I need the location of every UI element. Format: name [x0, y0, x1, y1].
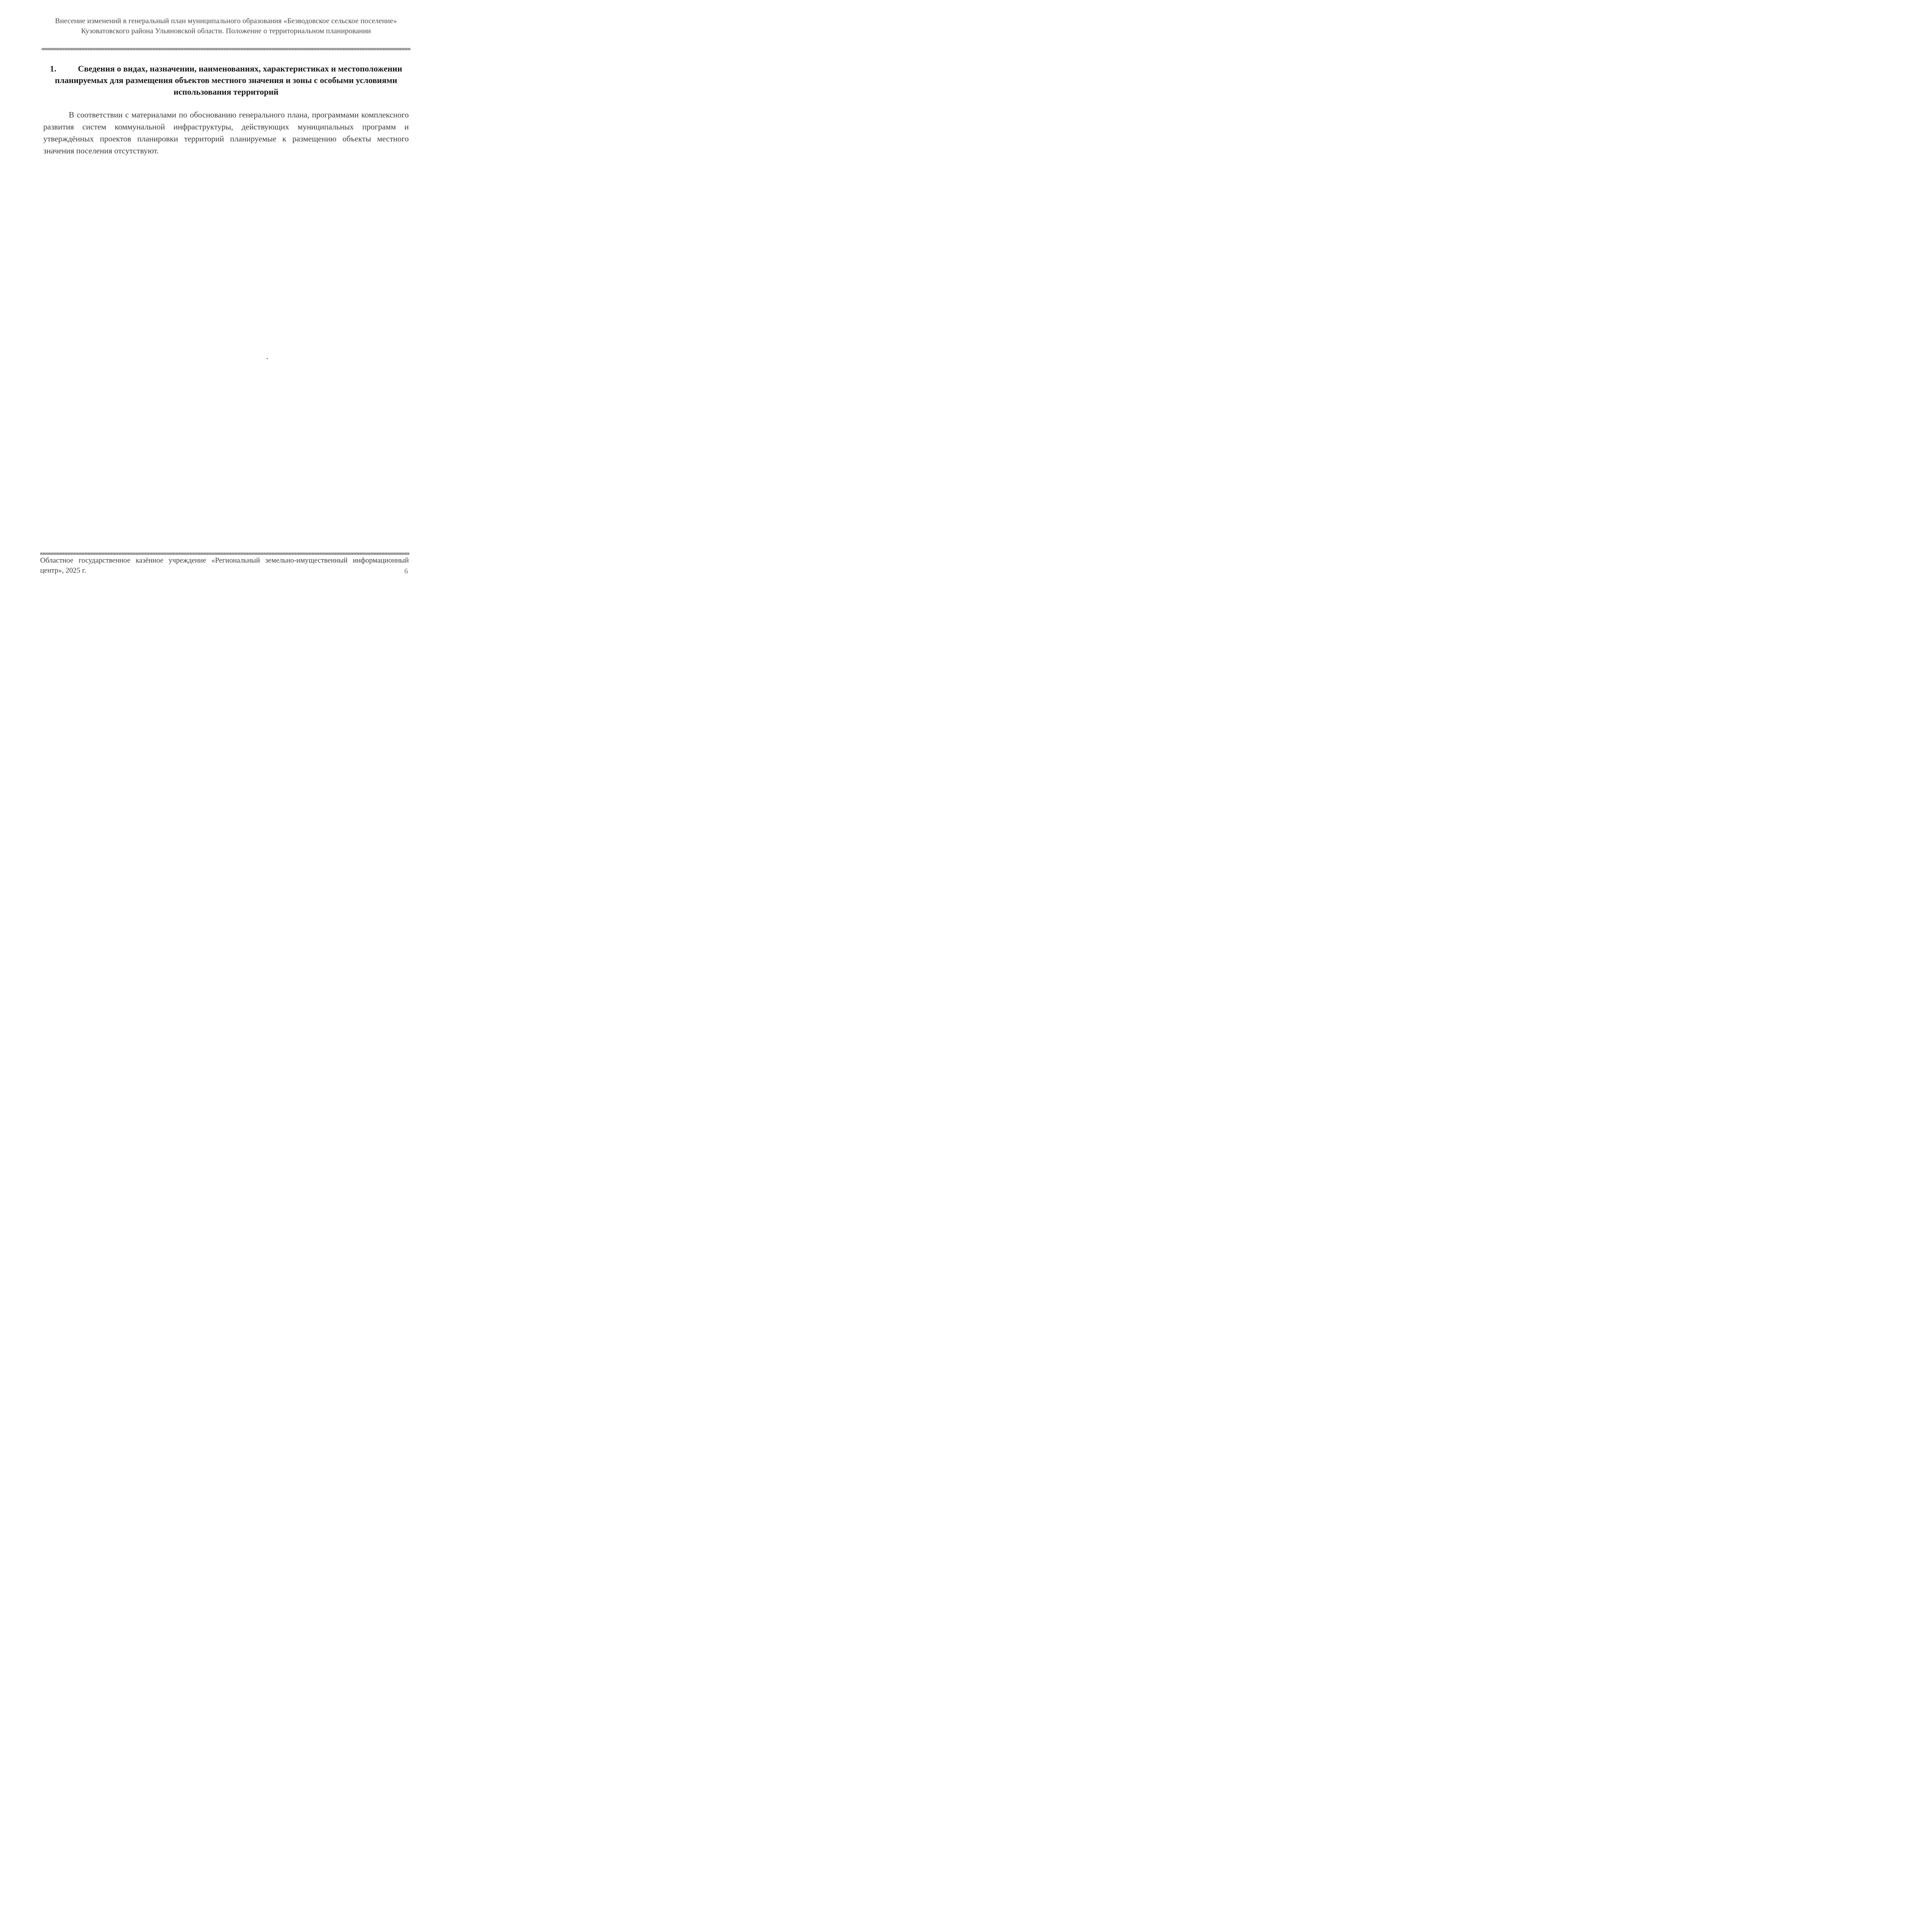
page-number: 6	[404, 567, 408, 575]
document-page	[0, 0, 428, 605]
section-heading	[43, 63, 409, 98]
body-paragraph: В соответствии с материалами по обоснованию генерального плана, программами комплексного развития систем коммунальной инфраструктуры, действующих муниципальных программ и утверждённых проектов планировки территорий планируемые к размещению объекты местного значения поселения отсутствуют.	[43, 110, 409, 155]
header-divider	[42, 48, 410, 50]
footer-divider	[40, 553, 410, 555]
running-header: Внесение изменений в генеральный план муниципального образования «Безводовское сельское поселение» Кузоватовского района Ульяновской области. Положение о территориальном планировании	[55, 17, 397, 35]
running-footer: Областное государственное казённое учреждение «Региональный земельно-имущественный информационный центр», 2025 г.	[40, 556, 409, 575]
section-title: Сведения о видах, назначении, наименованиях, характеристиках и местоположении планируемых для размещения объектов местного значения и зоны с особыми условиями использования территорий	[55, 64, 402, 97]
scan-speck	[267, 358, 268, 359]
section-number: 1.	[50, 64, 56, 73]
